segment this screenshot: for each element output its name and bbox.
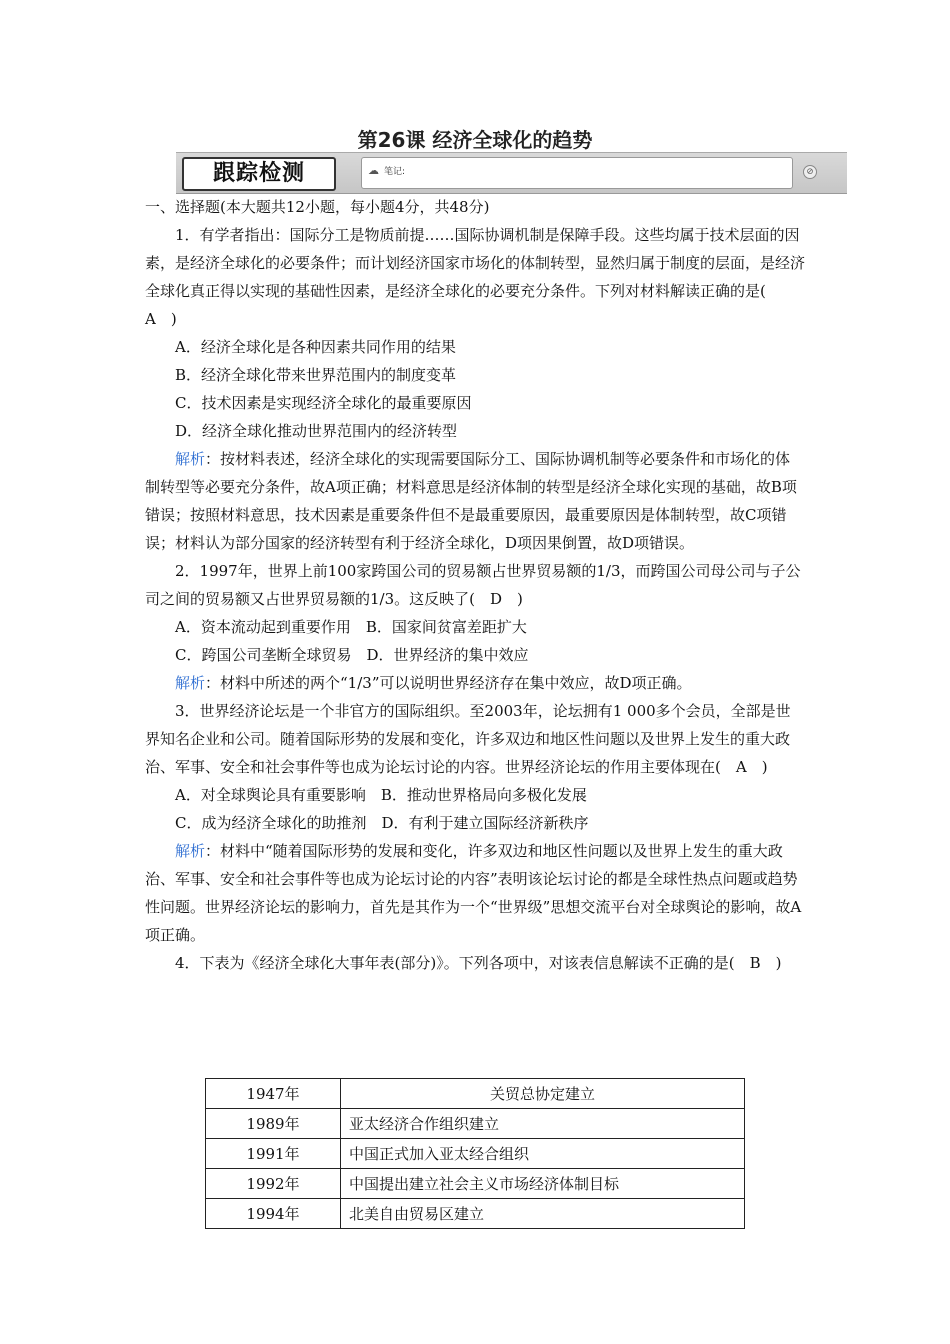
note-label: 笔记: bbox=[384, 167, 406, 177]
question-1-stem: 1．有学者指出：国际分工是物质前提……国际协调机制是保障手段。这些均属于技术层面的因素，是经济全球化的必要条件；而计划经济国家市场化的体制转型，显然归属于制度的层面，是经济全球化真正得以实现的基础性因素，是经济全球化的必要充分条件。下列对材料解读正确的是( A ) bbox=[145, 226, 806, 328]
year-cell: 1992年 bbox=[206, 1169, 341, 1199]
question-2-analysis bbox=[145, 669, 805, 697]
document-body bbox=[145, 193, 805, 977]
analysis-text: ：按材料表述，经济全球化的实现需要国际分工、国际协调机制等必要条件和市场化的体制转型等必要充分条件，故A项正确；材料意思是经济体制的转型是经济全球化实现的基础，故B项错误；按照材料意思，技术因素是重要条件但不是最重要原因，最重要原因是体制转型，故C项错误；材料认为部分国家的经济转型有利于经济全球化，D项因果倒置，故D项错误。 bbox=[145, 450, 797, 552]
table-row bbox=[206, 1169, 745, 1199]
question-3-analysis bbox=[145, 837, 805, 949]
table-row bbox=[206, 1139, 745, 1169]
cloud-icon: ☁ bbox=[368, 164, 379, 177]
note-box bbox=[361, 157, 793, 189]
year-cell: 1947年 bbox=[206, 1079, 341, 1109]
question-1-option-c: C．技术因素是实现经济全球化的最重要原因 bbox=[175, 394, 472, 412]
year-cell: 1989年 bbox=[206, 1109, 341, 1139]
paperclip-icon: ⊘ bbox=[803, 165, 817, 179]
analysis-text: ：材料中“随着国际形势的发展和变化，许多双边和地区性问题以及世界上发生的重大政治、军事、安全和社会事件等也成为论坛讨论的内容”表明该论坛讨论的都是全球性热点问题或趋势性问题。世界经济论坛的影响力，首先是其作为一个“世界级”思想交流平台对全球舆论的影响，故A项正确。 bbox=[145, 842, 802, 944]
year-cell: 1991年 bbox=[206, 1139, 341, 1169]
page-title: 第26课 经济全球化的趋势 bbox=[357, 128, 593, 152]
event-cell: 亚太经济合作组织建立 bbox=[341, 1109, 745, 1139]
event-cell: 关贸总协定建立 bbox=[341, 1079, 745, 1109]
banner-label: 跟踪检测 bbox=[182, 157, 336, 191]
question-2-options-ab: A．资本流动起到重要作用 B．国家间贫富差距扩大 bbox=[175, 618, 527, 636]
question-1-analysis bbox=[145, 445, 805, 557]
event-cell: 中国正式加入亚太经合组织 bbox=[341, 1139, 745, 1169]
question-2-options-cd: C．跨国公司垄断全球贸易 D．世界经济的集中效应 bbox=[175, 646, 529, 664]
analysis-label: 解析 bbox=[175, 674, 206, 692]
question-1-option-d: D．经济全球化推动世界范围内的经济转型 bbox=[175, 422, 458, 440]
events-table bbox=[205, 1078, 745, 1229]
question-2-stem: 2．1997年，世界上前100家跨国公司的贸易额占世界贸易额的1/3，而跨国公司母公司与子公司之间的贸易额又占世界贸易额的1/3。这反映了( D ) bbox=[145, 562, 801, 608]
question-3-options-ab: A．对全球舆论具有重要影响 B．推动世界格局向多极化发展 bbox=[175, 786, 587, 804]
year-cell: 1994年 bbox=[206, 1199, 341, 1229]
question-3-stem: 3．世界经济论坛是一个非官方的国际组织。至2003年，论坛拥有1 000多个会员，全部是世界知名企业和公司。随着国际形势的发展和变化，许多双边和地区性问题以及世界上发生的重大政治、军事、安全和社会事件等也成为论坛讨论的内容。世界经济论坛的作用主要体现在( A ) bbox=[145, 702, 791, 776]
table-row bbox=[206, 1199, 745, 1229]
event-cell: 中国提出建立社会主义市场经济体制目标 bbox=[341, 1169, 745, 1199]
section-header: 一、选择题(本大题共12小题，每小题4分，共48分) bbox=[145, 198, 490, 216]
question-1-option-a: A．经济全球化是各种因素共同作用的结果 bbox=[175, 338, 456, 356]
analysis-label: 解析 bbox=[175, 842, 206, 860]
table-row bbox=[206, 1109, 745, 1139]
table-row bbox=[206, 1079, 745, 1109]
event-cell: 北美自由贸易区建立 bbox=[341, 1199, 745, 1229]
question-4-stem: 4．下表为《经济全球化大事年表(部分)》。下列各项中，对该表信息解读不正确的是( B ) bbox=[175, 954, 782, 972]
question-1-option-b: B．经济全球化带来世界范围内的制度变革 bbox=[175, 366, 457, 384]
tracking-banner bbox=[176, 152, 847, 194]
analysis-label: 解析 bbox=[175, 450, 206, 468]
question-3-options-cd: C．成为经济全球化的助推剂 D．有利于建立国际经济新秩序 bbox=[175, 814, 589, 832]
analysis-text: ：材料中所述的两个“1/3”可以说明世界经济存在集中效应，故D项正确。 bbox=[205, 674, 692, 692]
